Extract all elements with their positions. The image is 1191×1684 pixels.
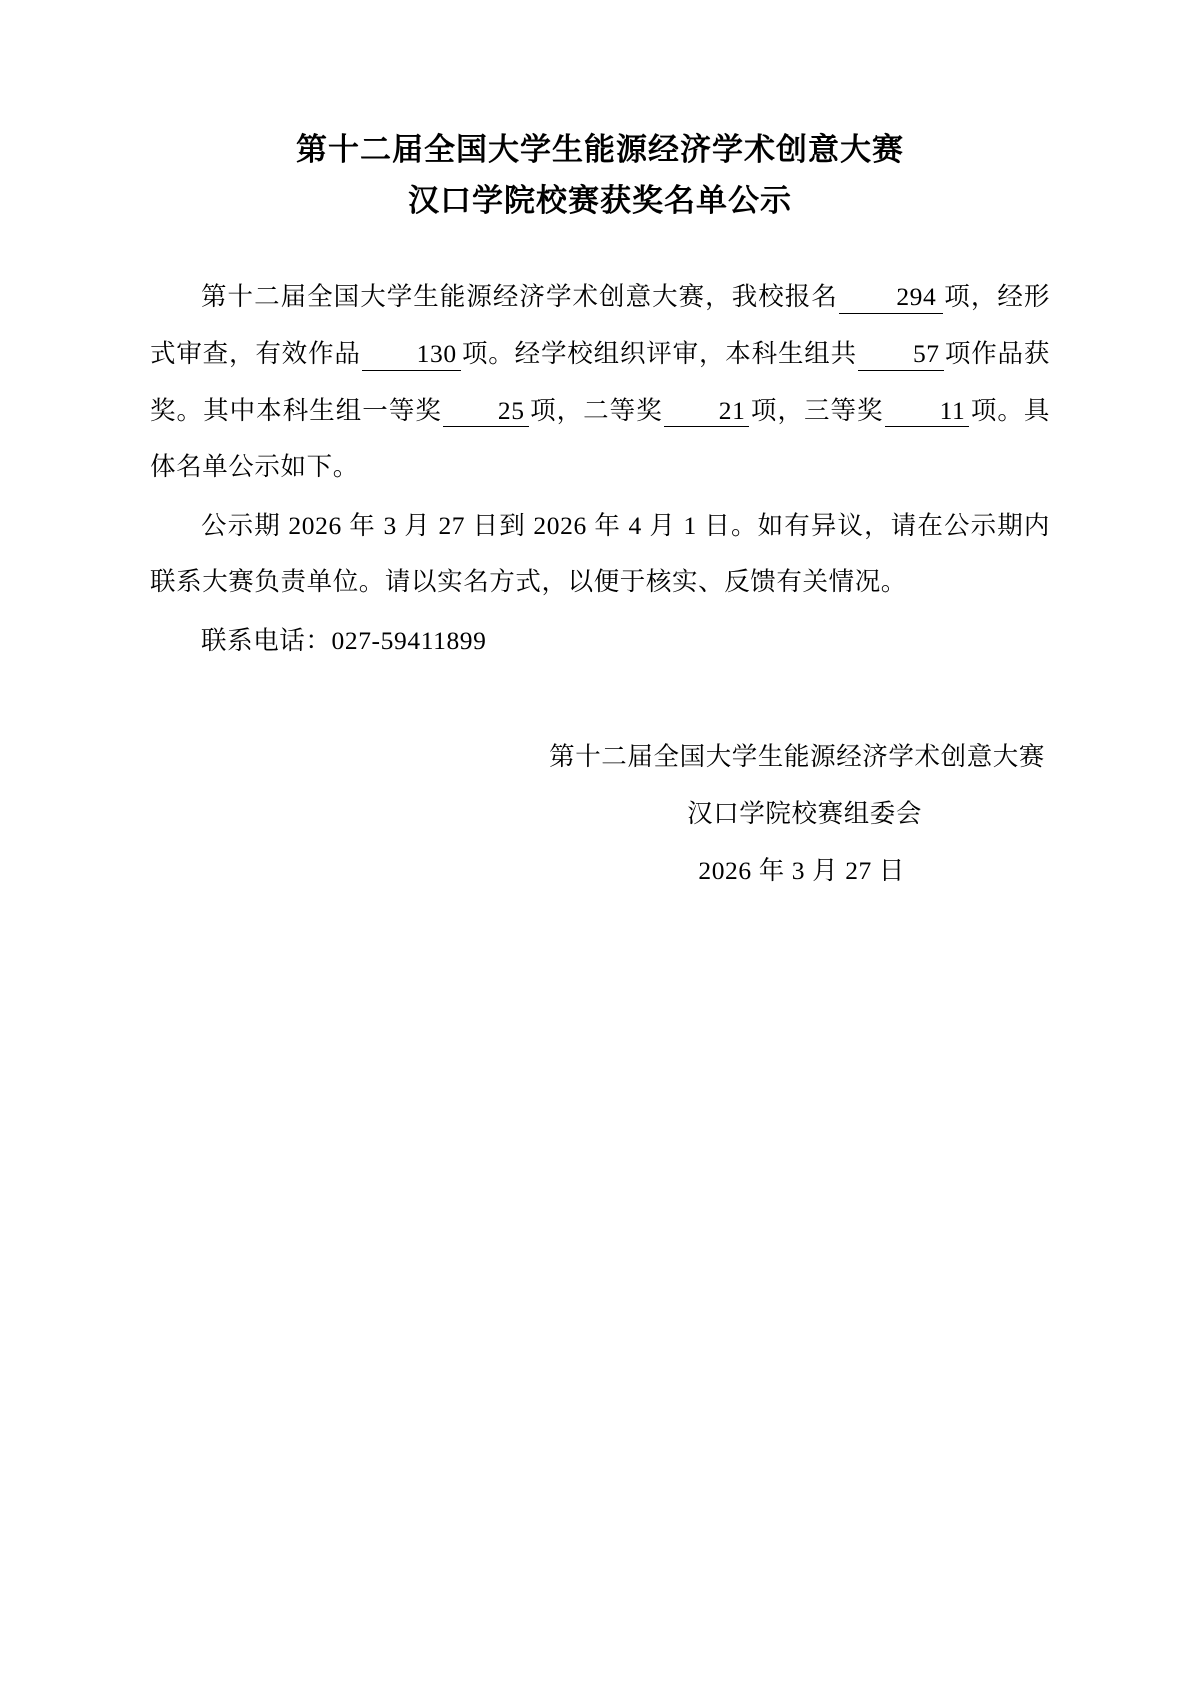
- para1-segment-1: 第十二届全国大学生能源经济学术创意大赛，我校报名: [201, 282, 838, 312]
- paragraph-award-summary: [150, 269, 1050, 495]
- title-line-1: 第十二届全国大学生能源经济学术创意大赛: [296, 132, 904, 168]
- paragraph-publicity-period: 公示期 2026 年 3 月 27 日到 2026 年 4 月 1 日。如有异议，请在公示期内联系大赛负责单位。请以实名方式，以便于核实、反馈有关情况。: [150, 510, 1050, 597]
- para1-segment-4: 项作品获奖。其中本科生组一等奖: [150, 338, 1050, 425]
- signature-line-2: 汉口学院校赛组委会: [687, 798, 922, 828]
- document-content: [150, 0, 1050, 900]
- document-signature: [150, 728, 1050, 900]
- registered-count-fill: 294: [839, 281, 943, 314]
- valid-works-count-fill: 130: [362, 338, 461, 371]
- para1-segment-7: 项。具体名单公示如下。: [150, 395, 1050, 482]
- total-awards-count-fill: 57: [858, 338, 944, 371]
- second-prize-count-fill: 21: [664, 395, 750, 428]
- document-body: [150, 269, 1050, 669]
- paragraph-contact-phone: 联系电话：027-59411899: [201, 625, 487, 655]
- title-line-2: 汉口学院校赛获奖名单公示: [408, 183, 792, 220]
- signature-date: 2026 年 3 月 27 日: [698, 856, 905, 886]
- signature-line-1: 第十二届全国大学生能源经济学术创意大赛: [549, 741, 1045, 771]
- para1-segment-5: 项，二等奖: [529, 395, 663, 425]
- para1-segment-2: 项，经形式审查，有效作品: [150, 282, 1051, 368]
- first-prize-count-fill: 25: [443, 395, 529, 428]
- third-prize-count-fill: 11: [885, 395, 970, 428]
- para1-segment-6: 项，三等奖: [750, 395, 884, 425]
- para1-segment-3: 项。经学校组织评审，本科生组共: [461, 338, 857, 368]
- document-title: [150, 125, 1050, 227]
